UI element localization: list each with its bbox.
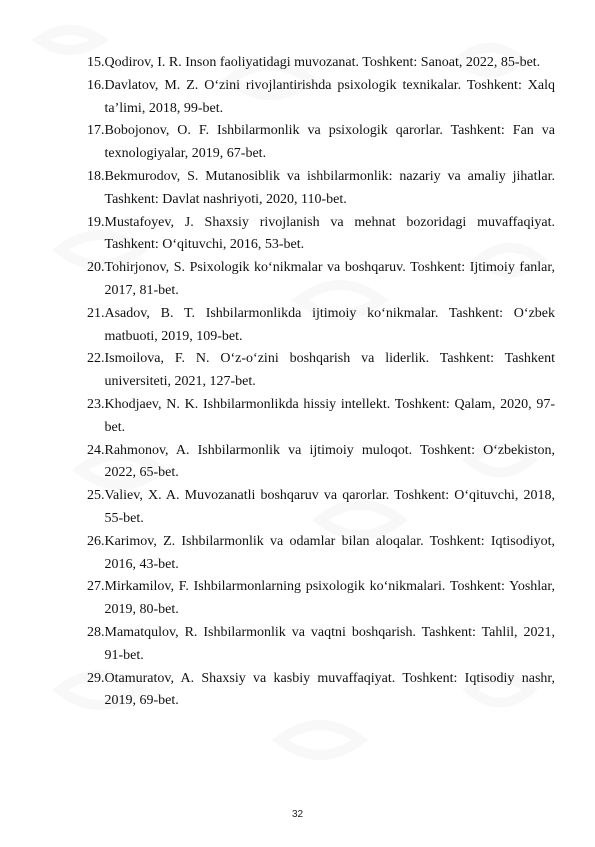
reference-number: 23. [87,396,105,412]
reference-item [87,348,555,394]
reference-text: Ismoilova, F. N. O‘z-o‘zini boshqarish va liderlik. Tashkent: Tashkent universiteti, 2021, 127-bet. [104,351,555,390]
reference-number: 25. [87,488,105,504]
reference-item [87,166,555,212]
reference-item [87,303,555,349]
reference-item [87,576,555,622]
reference-number: 27. [87,579,105,595]
reference-item [87,52,555,75]
reference-number: 18. [87,168,105,184]
reference-item [87,120,555,166]
reference-item [87,394,555,440]
reference-number: 17. [87,123,105,139]
reference-text: Rahmonov, A. Ishbilarmonlik va ijtimoiy muloqot. Toshkent: O‘zbekiston, 2022, 65-bet. [104,442,555,481]
reference-item [87,531,555,577]
reference-text: Asadov, B. T. Ishbilarmonlikda ijtimoiy ko‘nikmalar. Tashkent: O‘zbek matbuoti, 2019, 109-bet. [104,305,555,344]
reference-text: Mamatqulov, R. Ishbilarmonlik va vaqtni boshqarish. Tashkent: Tahlil, 2021, 91-bet. [104,624,555,663]
reference-item [87,440,555,486]
reference-text: Qodirov, I. R. Inson faoliyatidagi muvozanat. Toshkent: Sanoat, 2022, 85-bet. [104,55,541,70]
reference-number: 29. [87,670,105,686]
reference-number: 26. [87,533,105,549]
reference-text: Otamuratov, A. Shaxsiy va kasbiy muvaffaqiyat. Toshkent: Iqtisodiy nashr, 2019, 69-bet. [104,670,555,709]
reference-item [87,212,555,258]
reference-item [87,668,555,714]
reference-number: 19. [87,214,105,230]
reference-number: 22. [87,351,105,367]
reference-text: Bekmurodov, S. Mutanosiblik va ishbilarmonlik: nazariy va amaliy jihatlar. Tashkent: Davlat nashriyoti, 2020, 110-bet. [104,168,555,207]
reference-text: Khodjaev, N. K. Ishbilarmonlikda hissiy intellekt. Toshkent: Qalam, 2020, 97-bet. [104,396,555,435]
reference-number: 28. [87,624,105,640]
reference-text: Mustafoyev, J. Shaxsiy rivojlanish va mehnat bozoridagi muvaffaqiyat. Tashkent: O‘qituvchi, 2016, 53-bet. [104,214,555,253]
reference-number: 21. [87,305,105,321]
reference-number: 24. [87,442,105,458]
reference-text: Valiev, X. A. Muvozanatli boshqaruv va qarorlar. Toshkent: O‘qituvchi, 2018, 55-bet. [104,488,555,526]
reference-number: 16. [87,77,105,93]
reference-text: Davlatov, M. Z. O‘zini rivojlantirishda psixologik texnikalar. Toshkent: Xalq ta’limi, 2018, 99-bet. [104,77,555,116]
reference-number: 20. [87,260,105,276]
reference-list [87,52,555,713]
page-number: 32 [291,809,304,820]
reference-text: Bobojonov, O. F. Ishbilarmonlik va psixologik qarorlar. Tashkent: Fan va texnologiyalar, 2019, 67-bet. [104,123,555,162]
reference-item [87,485,555,531]
reference-text: Karimov, Z. Ishbilarmonlik va odamlar bilan aloqalar. Toshkent: Iqtisodiyot, 2016, 43-bet. [104,533,555,572]
reference-text: Mirkamilov, F. Ishbilarmonlarning psixologik ko‘nikmalari. Toshkent: Yoshlar, 2019, 80-bet. [104,579,555,618]
reference-text: Tohirjonov, S. Psixologik ko‘nikmalar va boshqaruv. Toshkent: Ijtimoiy fanlar, 2017, 81-bet. [104,260,555,298]
reference-item [87,75,555,121]
reference-item [87,257,555,303]
reference-number: 15. [87,55,105,70]
reference-item [87,622,555,668]
